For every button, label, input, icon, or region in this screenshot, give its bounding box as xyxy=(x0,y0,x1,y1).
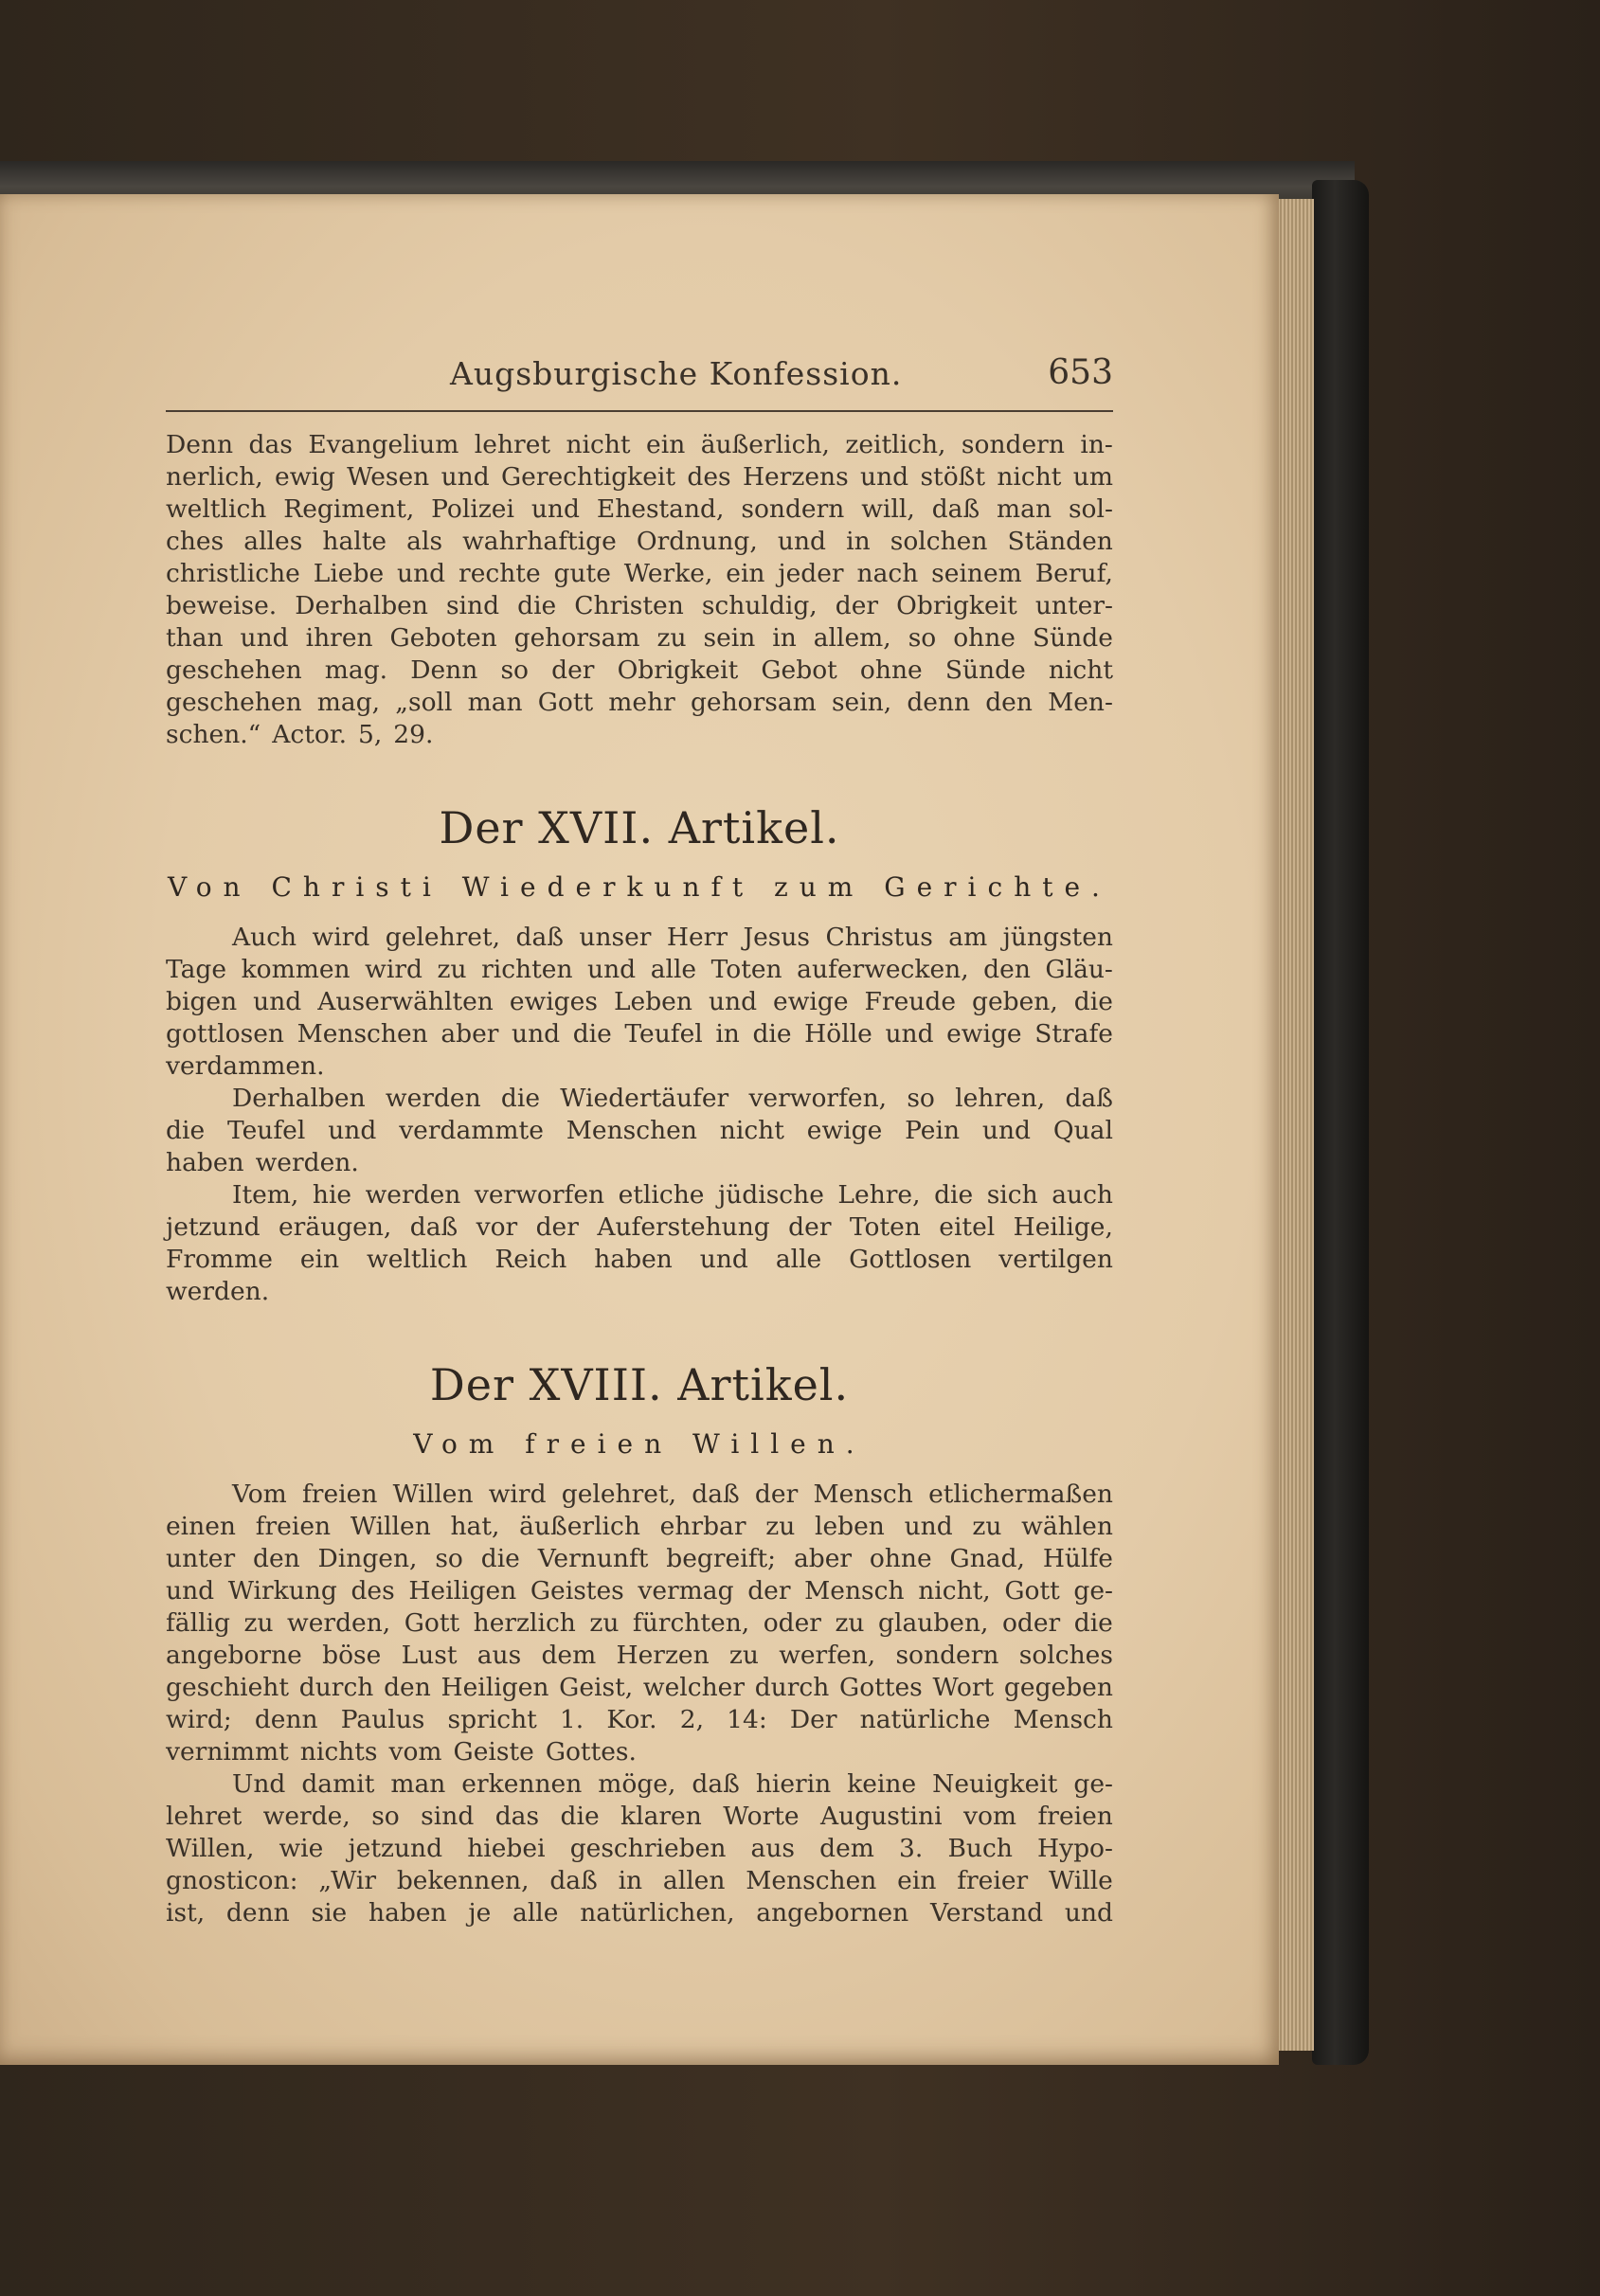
text-line: fällig zu werden, Gott herzlich zu fürchten, oder zu glauben, oder die xyxy=(166,1608,1113,1638)
text-line: Willen, wie jetzund hiebei geschrieben aus dem 3. Buch Hypo- xyxy=(166,1834,1113,1863)
text-line: ist, denn sie haben je alle natürlichen, angebornen Verstand und xyxy=(166,1898,1113,1928)
page-number: 653 xyxy=(1048,353,1113,392)
running-title: Augsburgische Konfession. xyxy=(450,355,903,392)
text-line: Vom freien Willen wird gelehret, daß der Mensch etlichermaßen xyxy=(232,1480,1113,1509)
text-line: than und ihren Geboten gehorsam zu sein in allem, so ohne Sünde xyxy=(166,623,1113,653)
book-cover-edge xyxy=(1312,180,1369,2065)
text-line: Fromme ein weltlich Reich haben und alle Gottlosen vertilgen xyxy=(166,1245,1113,1274)
article-subheading: Von Christi Wiederkunft zum Gerichte. xyxy=(168,871,1111,903)
article-subheading: Vom freien Willen. xyxy=(413,1428,866,1460)
text-line: ches alles halte als wahrhaftige Ordnung, und in solchen Ständen xyxy=(166,527,1113,556)
text-line: weltlich Regiment, Polizei und Ehestand, sondern will, daß man sol- xyxy=(166,494,1113,524)
text-line: verdammen. xyxy=(166,1051,325,1081)
page-header xyxy=(166,346,1113,403)
text-line: gottlosen Menschen aber und die Teufel in die Hölle und ewige Strafe xyxy=(166,1019,1113,1049)
text-line: geschieht durch den Heiligen Geist, welcher durch Gottes Wort gegeben xyxy=(166,1673,1113,1702)
text-line: geschehen mag. Denn so der Obrigkeit Gebot ohne Sünde nicht xyxy=(166,655,1113,685)
body-text xyxy=(166,429,1113,1929)
paragraph xyxy=(166,922,1113,1083)
article-heading: Der XVIII. Artikel. xyxy=(429,1359,850,1410)
text-line: jetzund eräugen, daß vor der Auferstehung der Toten eitel Heilige, xyxy=(166,1212,1113,1242)
text-line: Tage kommen wird zu richten und alle Toten auferwecken, den Gläu- xyxy=(166,955,1113,984)
header-rule xyxy=(166,410,1113,412)
text-line: bigen und Auserwählten ewiges Leben und ewige Freude geben, die xyxy=(166,987,1113,1016)
text-line: beweise. Derhalben sind die Christen schuldig, der Obrigkeit unter- xyxy=(166,591,1113,620)
paragraph xyxy=(166,1768,1113,1929)
text-line: haben werden. xyxy=(166,1148,359,1177)
text-line: wird; denn Paulus spricht 1. Kor. 2, 14: Der natürliche Mensch xyxy=(166,1705,1113,1734)
text-line: Auch wird gelehret, daß unser Herr Jesus Christus am jüngsten xyxy=(232,923,1113,952)
text-line: die Teufel und verdammte Menschen nicht ewige Pein und Qual xyxy=(166,1116,1113,1145)
book-page xyxy=(0,194,1279,2065)
text-line: werden. xyxy=(166,1277,270,1306)
article-heading: Der XVII. Artikel. xyxy=(439,802,840,853)
text-line: nerlich, ewig Wesen und Gerechtigkeit des Herzens und stößt nicht um xyxy=(166,462,1113,492)
paragraph xyxy=(166,429,1113,751)
paragraph xyxy=(166,1083,1113,1179)
text-line: schen.“ Actor. 5, 29. xyxy=(166,720,434,749)
text-line: unter den Dingen, so die Vernunft begreift; aber ohne Gnad, Hülfe xyxy=(166,1544,1113,1573)
paragraph xyxy=(166,1479,1113,1768)
text-line: gnosticon: „Wir bekennen, daß in allen Menschen ein freier Wille xyxy=(166,1866,1113,1895)
text-line: Denn das Evangelium lehret nicht ein äußerlich, zeitlich, sondern in- xyxy=(166,430,1113,459)
text-line: Derhalben werden die Wiedertäufer verworfen, so lehren, daß xyxy=(232,1084,1113,1113)
text-line: lehret werde, so sind das die klaren Worte Augustini vom freien xyxy=(166,1802,1113,1831)
text-line: einen freien Willen hat, äußerlich ehrbar zu leben und zu wählen xyxy=(166,1512,1113,1541)
text-line: christliche Liebe und rechte gute Werke, ein jeder nach seinem Beruf, xyxy=(166,559,1113,588)
page-edges xyxy=(1274,199,1314,2051)
text-line: Item, hie werden verworfen etliche jüdische Lehre, die sich auch xyxy=(232,1180,1113,1210)
text-line: Und damit man erkennen möge, daß hierin keine Neuigkeit ge- xyxy=(232,1769,1113,1799)
text-line: angeborne böse Lust aus dem Herzen zu werfen, sondern solches xyxy=(166,1641,1113,1670)
text-line: geschehen mag, „soll man Gott mehr gehorsam sein, denn den Men- xyxy=(166,688,1113,717)
paragraph xyxy=(166,1179,1113,1308)
text-line: und Wirkung des Heiligen Geistes vermag der Mensch nicht, Gott ge- xyxy=(166,1576,1113,1605)
text-line: vernimmt nichts vom Geiste Gottes. xyxy=(166,1737,637,1767)
